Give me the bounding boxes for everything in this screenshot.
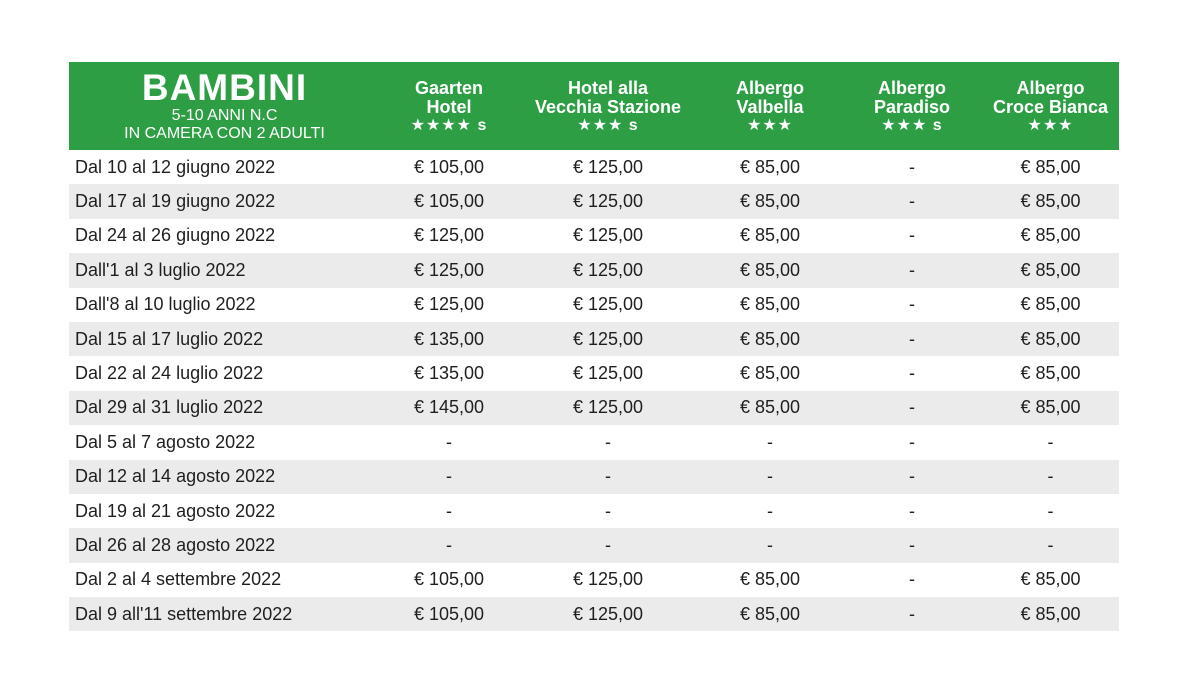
date-range-label: Dal 15 al 17 luglio 2022: [75, 328, 264, 349]
table-row: [69, 184, 1119, 218]
price-cell: -: [909, 431, 915, 452]
price-cell: -: [909, 156, 915, 177]
hotel-header-gaarten: [380, 62, 518, 150]
star-rating: ★★★ s: [577, 117, 639, 134]
date-range-label: Dal 17 al 19 giugno 2022: [75, 191, 276, 212]
price-table: [69, 62, 1119, 631]
price-cell: -: [767, 431, 773, 452]
price-cell: € 125,00: [572, 225, 644, 246]
hotel-header-croce-bianca: [982, 62, 1119, 150]
price-cell: -: [909, 363, 915, 384]
star-rating: ★★★: [1027, 117, 1074, 134]
price-cell: € 85,00: [739, 569, 801, 590]
hotel-name-line1: Gaarten: [414, 78, 484, 98]
table-row: [69, 253, 1119, 287]
date-range-label: Dal 10 al 12 giugno 2022: [75, 156, 276, 177]
header-title-cell: [69, 62, 380, 150]
star-rating: ★★★★ s: [410, 117, 488, 134]
price-cell: € 85,00: [739, 259, 801, 280]
price-cell: € 85,00: [1020, 397, 1081, 418]
date-range-label: Dal 5 al 7 agosto 2022: [75, 431, 256, 452]
price-cell: € 125,00: [572, 156, 644, 177]
price-cell: -: [1047, 534, 1054, 555]
price-cell: -: [909, 259, 915, 280]
table-subtitle-room: IN CAMERA CON 2 ADULTI: [124, 125, 325, 142]
price-cell: € 125,00: [413, 294, 485, 315]
price-cell: € 135,00: [413, 328, 485, 349]
price-cell: € 85,00: [739, 225, 801, 246]
table-title: BAMBINI: [141, 67, 308, 108]
price-cell: € 125,00: [572, 603, 644, 624]
price-cell: € 85,00: [1020, 569, 1081, 590]
date-range-label: Dall'8 al 10 luglio 2022: [75, 294, 256, 315]
table-subtitle-age: 5-10 ANNI N.C: [171, 107, 278, 124]
table-row: [69, 322, 1119, 356]
price-cell: € 85,00: [1020, 259, 1081, 280]
price-cell: € 145,00: [413, 397, 485, 418]
price-cell: -: [1047, 431, 1054, 452]
price-cell: € 85,00: [1020, 156, 1081, 177]
price-cell: € 125,00: [572, 569, 644, 590]
table-row: [69, 460, 1119, 494]
price-cell: € 125,00: [572, 363, 644, 384]
price-cell: € 85,00: [1020, 363, 1081, 384]
price-cell: € 85,00: [739, 328, 801, 349]
price-cell: -: [909, 466, 915, 487]
table-row: [69, 597, 1119, 631]
price-cell: -: [909, 225, 915, 246]
price-cell: -: [446, 500, 452, 521]
price-cell: € 105,00: [413, 603, 485, 624]
price-cell: € 125,00: [572, 259, 644, 280]
price-cell: -: [909, 500, 915, 521]
date-range-label: Dal 12 al 14 agosto 2022: [75, 466, 276, 487]
hotel-name-line1: Hotel alla: [567, 78, 649, 98]
star-rating: ★★★: [746, 117, 794, 134]
price-cell: € 105,00: [413, 191, 485, 212]
date-range-label: Dal 26 al 28 agosto 2022: [75, 534, 276, 555]
price-cell: -: [909, 603, 915, 624]
table-header: [69, 62, 1119, 150]
price-cell: -: [1047, 500, 1054, 521]
price-cell: € 125,00: [572, 294, 644, 315]
table-row: [69, 219, 1119, 253]
price-cell: € 85,00: [739, 363, 801, 384]
price-cell: -: [909, 328, 915, 349]
date-range-label: Dal 24 al 26 giugno 2022: [75, 225, 276, 246]
price-cell: -: [1047, 466, 1054, 487]
price-cell: € 105,00: [413, 569, 485, 590]
price-cell: -: [909, 294, 915, 315]
price-cell: -: [605, 500, 611, 521]
price-cell: € 85,00: [739, 191, 801, 212]
date-range-label: Dal 2 al 4 settembre 2022: [75, 569, 282, 590]
price-cell: -: [446, 431, 452, 452]
date-range-label: Dal 22 al 24 luglio 2022: [75, 363, 264, 384]
price-cell: € 85,00: [1020, 225, 1081, 246]
price-cell: -: [909, 191, 915, 212]
price-cell: € 125,00: [572, 191, 644, 212]
hotel-name-line2: Paradiso: [873, 97, 951, 117]
price-cell: -: [605, 431, 611, 452]
table-row: [69, 425, 1119, 459]
price-cell: € 85,00: [1020, 328, 1081, 349]
hotel-name-line1: Albergo: [877, 78, 946, 98]
price-cell: -: [446, 534, 452, 555]
table-row: [69, 150, 1119, 184]
price-cell: € 85,00: [1020, 603, 1081, 624]
price-cell: € 125,00: [413, 225, 485, 246]
price-cell: € 125,00: [413, 259, 485, 280]
hotel-name-line1: Albergo: [735, 78, 804, 98]
hotel-header-vecchia-stazione: [518, 62, 698, 150]
price-cell: € 125,00: [572, 328, 644, 349]
price-cell: -: [605, 466, 611, 487]
price-cell: € 125,00: [572, 397, 644, 418]
table-row: [69, 391, 1119, 425]
price-cell: € 85,00: [739, 603, 801, 624]
price-cell: € 105,00: [413, 156, 485, 177]
date-range-label: Dal 19 al 21 agosto 2022: [75, 500, 276, 521]
date-range-label: Dal 9 all'11 settembre 2022: [75, 603, 293, 624]
table-row: [69, 563, 1119, 597]
price-cell: -: [605, 534, 611, 555]
star-rating: ★★★ s: [881, 117, 943, 134]
price-cell: € 85,00: [739, 397, 801, 418]
price-cell: € 85,00: [1020, 191, 1081, 212]
hotel-name-line2: Valbella: [736, 97, 804, 117]
price-cell: € 135,00: [413, 363, 485, 384]
table-row: [69, 288, 1119, 322]
table-row: [69, 356, 1119, 390]
price-cell: -: [909, 569, 915, 590]
hotel-name-line1: Albergo: [1016, 78, 1085, 98]
hotel-name-line2: Croce Bianca: [992, 97, 1109, 117]
table-body: [69, 150, 1119, 631]
price-cell: -: [767, 466, 773, 487]
hotel-name-line2: Vecchia Stazione: [534, 97, 682, 117]
hotel-header-valbella: [698, 62, 842, 150]
date-range-label: Dal 29 al 31 luglio 2022: [75, 397, 264, 418]
price-cell: -: [909, 534, 915, 555]
price-cell: -: [767, 500, 773, 521]
price-cell: € 85,00: [1020, 294, 1081, 315]
date-range-label: Dall'1 al 3 luglio 2022: [75, 259, 246, 280]
hotel-header-paradiso: [842, 62, 982, 150]
hotel-name-line2: Hotel: [426, 97, 472, 117]
table-row: [69, 528, 1119, 562]
price-cell: -: [446, 466, 452, 487]
price-cell: -: [767, 534, 773, 555]
price-cell: € 85,00: [739, 156, 801, 177]
price-cell: -: [909, 397, 915, 418]
price-cell: € 85,00: [739, 294, 801, 315]
table-row: [69, 494, 1119, 528]
